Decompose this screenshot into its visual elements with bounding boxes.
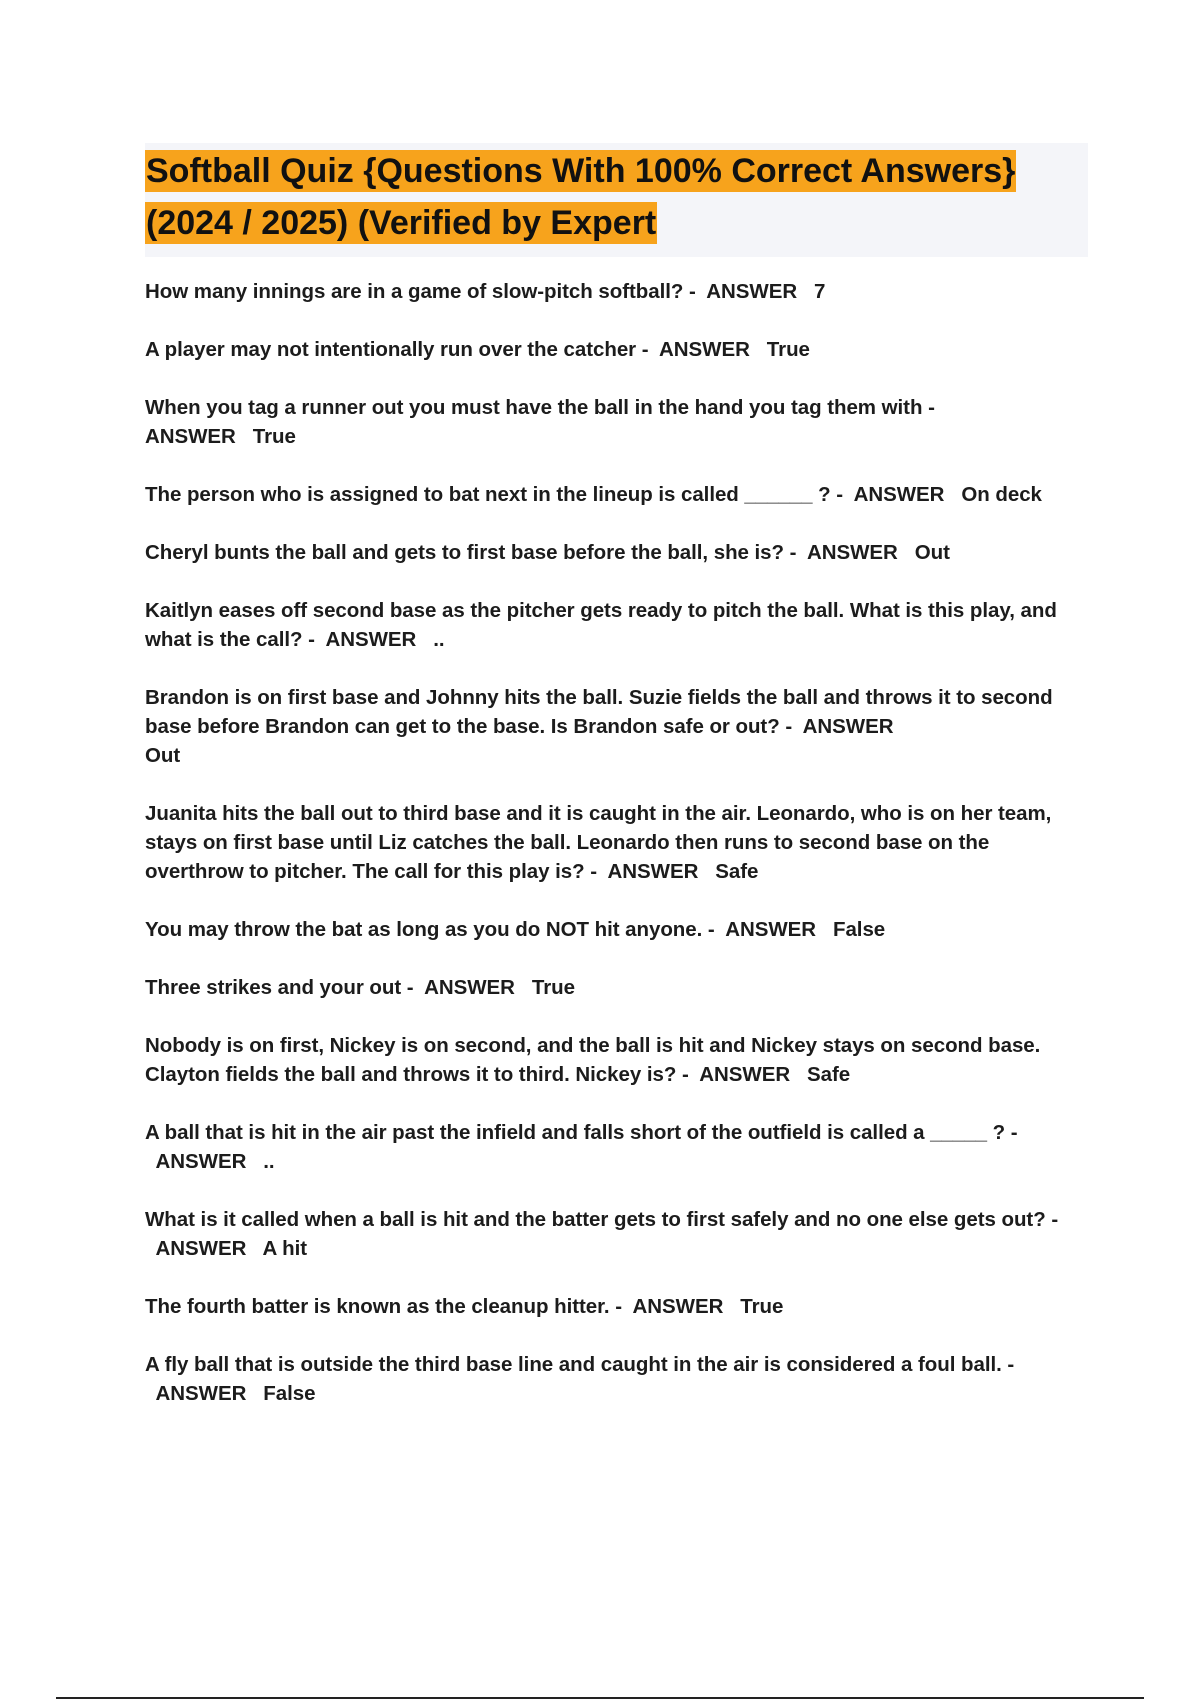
answer-label: ANSWER	[706, 280, 798, 303]
qa-item	[145, 596, 1090, 654]
qa-item	[145, 1350, 1090, 1408]
qa-item	[145, 1118, 1090, 1176]
question-text: The person who is assigned to bat next in the lineup is called ______ ? -	[145, 483, 844, 506]
qa-item	[145, 335, 1090, 364]
question-text: A player may not intentionally run over the catcher -	[145, 338, 649, 361]
question-text: What is it called when a ball is hit and the batter gets to first safely and no one else gets out? -	[145, 1208, 1059, 1231]
qa-item	[145, 538, 1090, 567]
question-text: How many innings are in a game of slow-pitch softball? -	[145, 280, 696, 303]
answer-text: Safe	[807, 1063, 851, 1086]
answer-text: True	[531, 976, 575, 999]
title-line-2: (2024 / 2025) (Verified by Expert	[146, 204, 657, 242]
answer-label: ANSWER	[155, 1382, 247, 1405]
answer-text: True	[740, 1295, 784, 1318]
answer-text: On deck	[961, 483, 1042, 506]
answer-text: True	[252, 425, 296, 448]
question-answer-list	[145, 277, 1090, 1437]
answer-text: False	[832, 918, 886, 941]
question-text: Brandon is on first base and Johnny hits the ball. Suzie fields the ball and throws it to second base before Brandon can get to the base. Is Brandon safe or out? -	[145, 686, 1053, 738]
qa-item	[145, 915, 1090, 944]
answer-label: ANSWER	[853, 483, 945, 506]
question-text: Juanita hits the ball out to third base and it is caught in the air. Leonardo, who is on her team, stays on first base until Liz catches the ball. Leonardo then runs to second base on the overthrow to pitcher. The call for this play is? -	[145, 802, 1052, 883]
question-text: A fly ball that is outside the third base line and caught in the air is considered a foul ball. -	[145, 1353, 1015, 1376]
answer-text: ..	[433, 628, 445, 651]
answer-text: 7	[814, 280, 826, 303]
answer-text: ..	[263, 1150, 275, 1173]
answer-label: ANSWER	[155, 1237, 247, 1260]
title-line-1: Softball Quiz {Questions With 100% Correct Answers}	[146, 152, 1016, 190]
question-text: Nobody is on first, Nickey is on second, and the ball is hit and Nickey stays on second base. Clayton fields the ball and throws it to third. Nickey is? -	[145, 1034, 1041, 1086]
question-text: You may throw the bat as long as you do NOT hit anyone. -	[145, 918, 715, 941]
answer-label: ANSWER	[806, 541, 898, 564]
question-text: A ball that is hit in the air past the infield and falls short of the outfield is called a _____ ? -	[145, 1121, 1018, 1144]
document-title-block	[145, 143, 1088, 257]
qa-item	[145, 480, 1090, 509]
qa-item	[145, 799, 1090, 886]
qa-item	[145, 683, 1090, 770]
answer-label: ANSWER	[424, 976, 515, 999]
answer-label: ANSWER	[155, 1150, 247, 1173]
answer-text: Out	[914, 541, 950, 564]
question-text: When you tag a runner out you must have the ball in the hand you tag them with -	[145, 396, 935, 419]
answer-label: ANSWER	[607, 860, 699, 883]
answer-text: Out	[145, 744, 181, 767]
footer-rule	[56, 1697, 1144, 1699]
answer-label: ANSWER	[632, 1295, 724, 1318]
qa-item	[145, 973, 1090, 1002]
qa-item	[145, 1205, 1090, 1263]
answer-text: Safe	[715, 860, 759, 883]
answer-label: ANSWER	[802, 715, 894, 738]
qa-item	[145, 1292, 1090, 1321]
question-text: Kaitlyn eases off second base as the pitcher gets ready to pitch the ball. What is this play, and what is the call? -	[145, 599, 1057, 651]
document-title	[145, 145, 1088, 249]
question-text: Three strikes and your out -	[145, 976, 414, 999]
answer-label: ANSWER	[699, 1063, 791, 1086]
answer-text: True	[766, 338, 810, 361]
question-text: The fourth batter is known as the cleanup hitter. -	[145, 1295, 622, 1318]
qa-item	[145, 1031, 1090, 1089]
answer-label: ANSWER	[725, 918, 817, 941]
answer-text: A hit	[262, 1237, 308, 1260]
question-text: Cheryl bunts the ball and gets to first base before the ball, she is? -	[145, 541, 797, 564]
qa-item	[145, 393, 1090, 451]
answer-label: ANSWER	[145, 425, 236, 448]
answer-label: ANSWER	[325, 628, 417, 651]
answer-text: False	[263, 1382, 316, 1405]
answer-label: ANSWER	[659, 338, 750, 361]
qa-item	[145, 277, 1090, 306]
